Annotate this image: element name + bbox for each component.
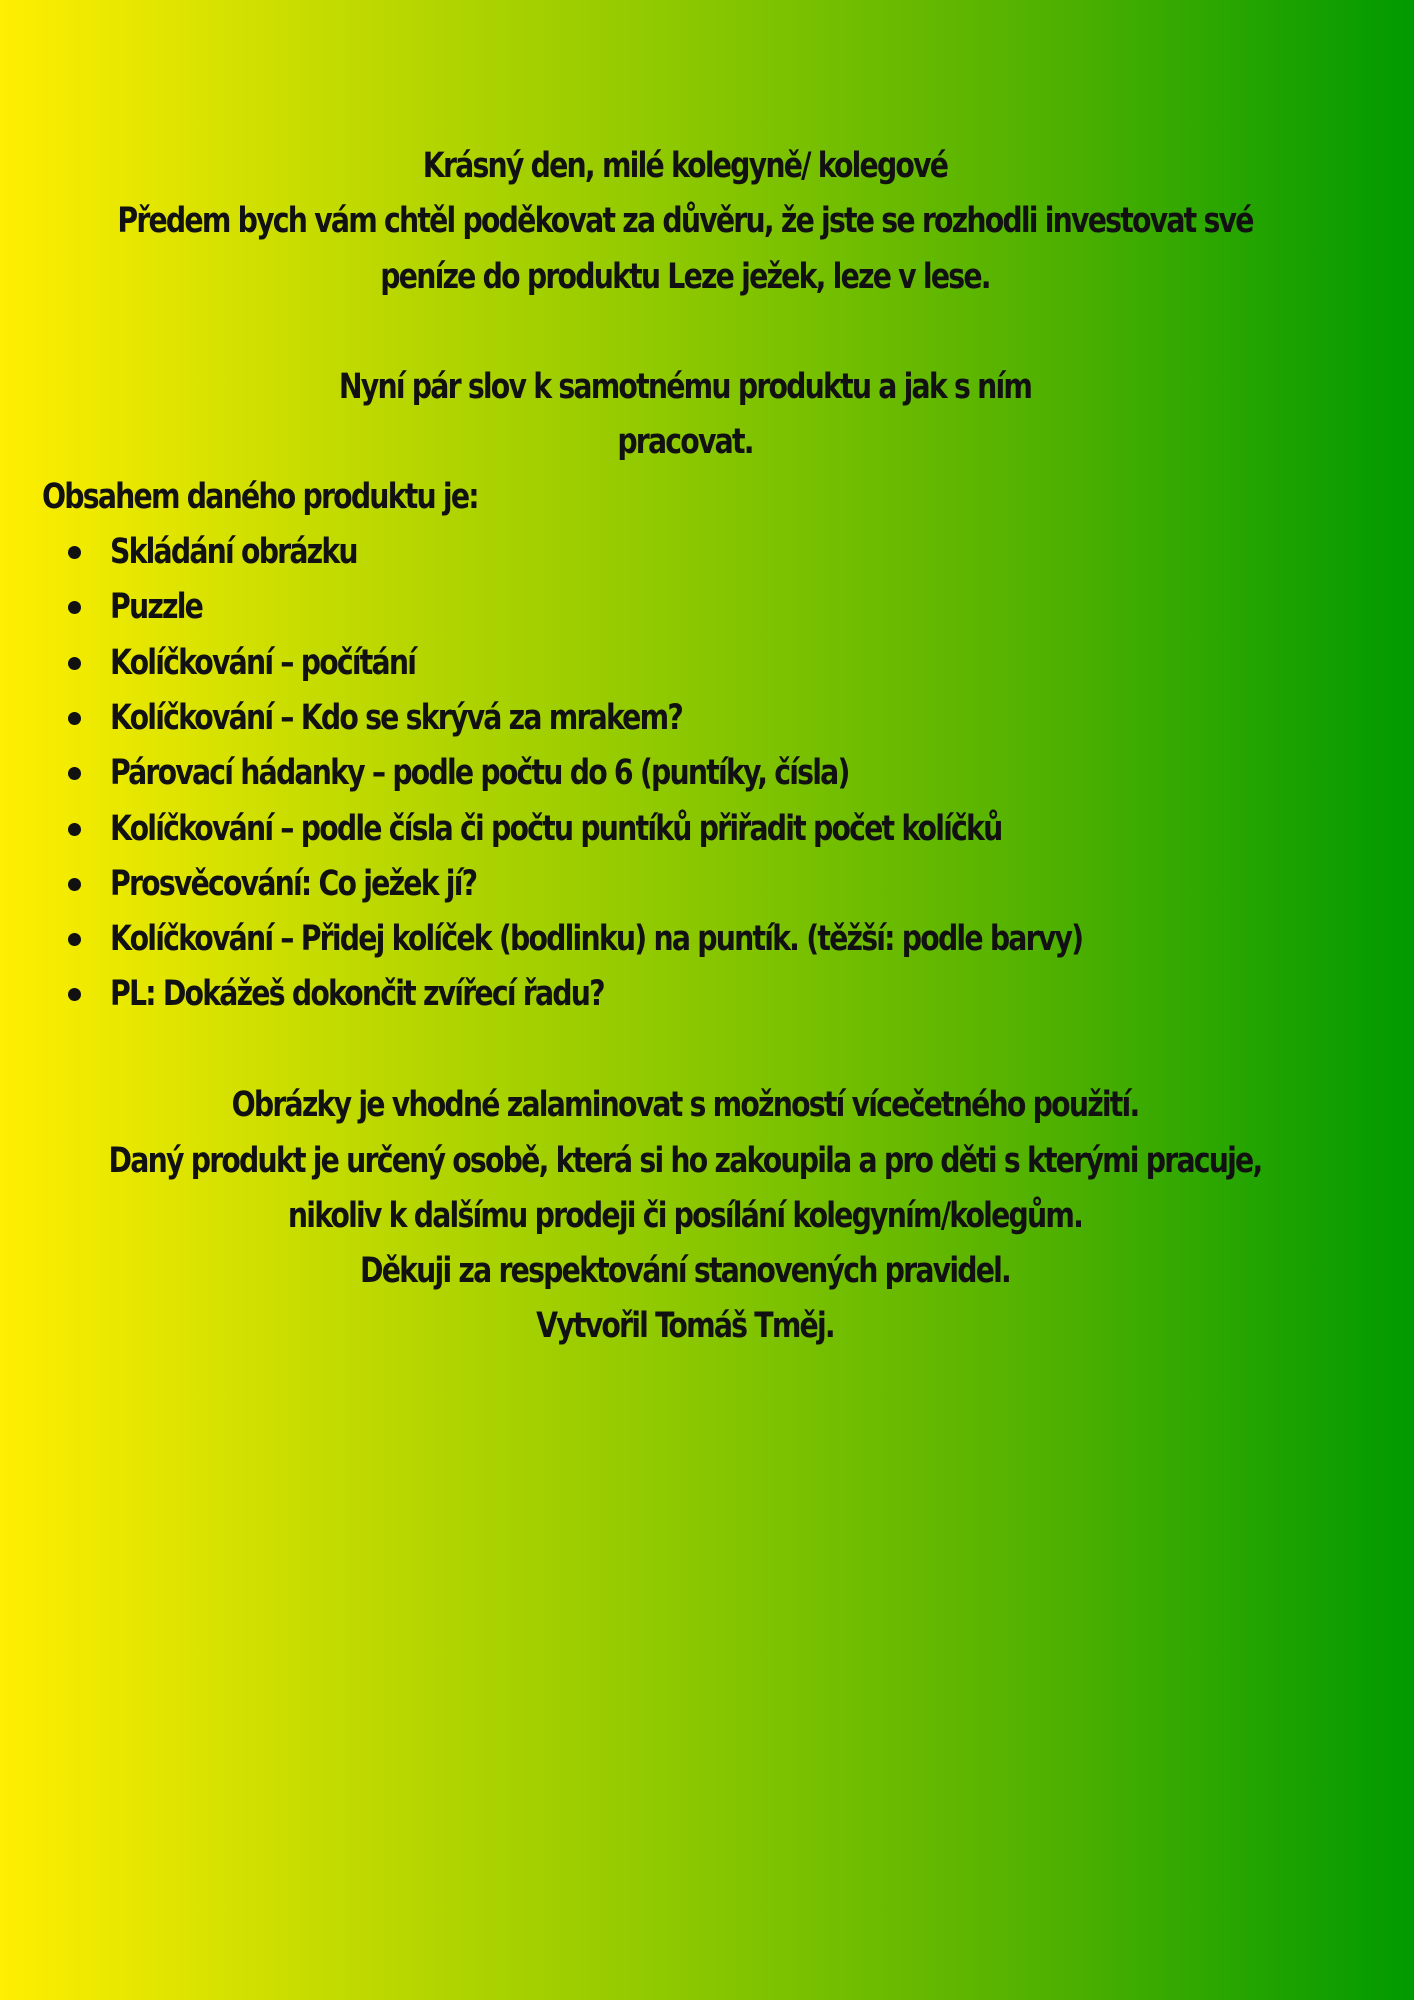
thanks-line-1: Předem bych vám chtěl poděkovat za důvěru, že jste se rozhodli investovat své bbox=[117, 201, 1253, 241]
author-signature: Vytvořil Tomáš Tměj. bbox=[536, 1306, 834, 1346]
list-item-text: PL: Dokážeš dokončit zvířecí řadu? bbox=[110, 974, 604, 1014]
bullet-icon bbox=[68, 878, 81, 891]
list-item-text: Puzzle bbox=[110, 587, 203, 627]
list-item-text: Kolíčkování – počítání bbox=[110, 643, 416, 683]
bullet-icon bbox=[68, 601, 81, 614]
thanks-line-2: peníze do produktu Leze ježek, leze v lese. bbox=[380, 257, 990, 297]
bullet-icon bbox=[68, 712, 81, 725]
list-item-text: Kolíčkování – Kdo se skrývá za mrakem? bbox=[110, 698, 682, 738]
intro-line-2: pracovat. bbox=[617, 422, 753, 462]
bullet-icon bbox=[68, 823, 81, 836]
list-item-text: Prosvěcování: Co ježek jí? bbox=[110, 864, 477, 904]
greeting: Krásný den, milé kolegyně/ kolegové bbox=[422, 146, 948, 186]
license-line-1: Daný produkt je určený osobě, která si ho zakoupila a pro děti s kterými pracuje, bbox=[108, 1141, 1262, 1181]
lamination-note: Obrázky je vhodné zalaminovat s možností vícečetného použití. bbox=[231, 1085, 1139, 1125]
contents-heading: Obsahem daného produktu je: bbox=[42, 477, 478, 517]
list-item-text: Kolíčkování – podle čísla či počtu puntíků přiřadit počet kolíčků bbox=[110, 809, 1002, 849]
bullet-icon bbox=[68, 767, 81, 780]
closing-thanks: Děkuji za respektování stanovených pravidel. bbox=[359, 1251, 1011, 1291]
bullet-icon bbox=[68, 657, 81, 670]
bullet-icon bbox=[68, 546, 81, 559]
list-item-text: Kolíčkování – Přidej kolíček (bodlinku) na puntík. (těžší: podle barvy) bbox=[110, 919, 1083, 959]
bullet-icon bbox=[68, 933, 81, 946]
license-line-2: nikoliv k dalšímu prodeji či posílání kolegyním/kolegům. bbox=[287, 1196, 1083, 1236]
list-item-text: Párovací hádanky – podle počtu do 6 (puntíky, čísla) bbox=[110, 753, 849, 793]
bullet-icon bbox=[68, 988, 81, 1001]
intro-line-1: Nyní pár slov k samotnému produktu a jak s ním bbox=[338, 367, 1032, 407]
list-item-text: Skládání obrázku bbox=[110, 532, 357, 572]
